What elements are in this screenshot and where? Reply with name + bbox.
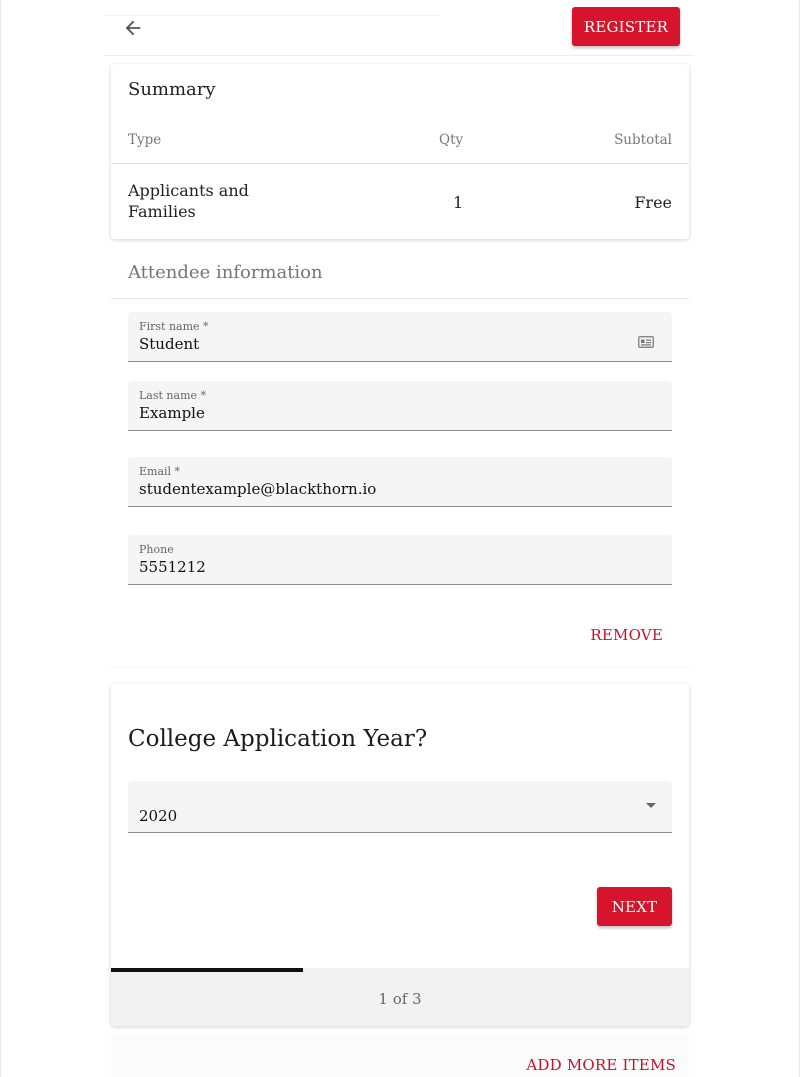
- last-name-label: Last name *: [139, 389, 207, 402]
- column-qty: Qty: [439, 132, 464, 148]
- register-button[interactable]: REGISTER: [572, 7, 680, 46]
- email-field[interactable]: [128, 457, 672, 507]
- summary-header-row: [111, 124, 689, 164]
- summary-item-row: [111, 164, 689, 239]
- first-name-field[interactable]: [128, 312, 672, 362]
- caret-down-icon: [646, 803, 656, 808]
- summary-card: [111, 64, 689, 239]
- attendee-section: [111, 246, 689, 666]
- question-title: College Application Year?: [128, 726, 428, 752]
- contact-card-icon[interactable]: [638, 336, 654, 348]
- phone-field[interactable]: [128, 535, 672, 585]
- top-bar-divider: [104, 15, 439, 16]
- phone-label: Phone: [139, 543, 174, 556]
- question-card: [111, 684, 689, 1026]
- pager-indicator: 1 of 3: [111, 972, 689, 1026]
- attendee-divider: [111, 298, 689, 299]
- last-name-field[interactable]: [128, 381, 672, 431]
- application-year-select[interactable]: [128, 781, 672, 833]
- item-qty: 1: [453, 193, 464, 212]
- email-value[interactable]: studentexample@blackthorn.io: [139, 480, 377, 498]
- add-more-items-button[interactable]: ADD MORE ITEMS: [526, 1056, 676, 1074]
- arrow-left-icon: [122, 17, 144, 39]
- back-button[interactable]: [120, 16, 146, 40]
- phone-value[interactable]: 5551212: [139, 558, 206, 576]
- column-subtotal: Subtotal: [614, 132, 672, 148]
- frame-edge-left: [0, 0, 1, 1077]
- column-type: Type: [128, 132, 162, 148]
- summary-title: Summary: [128, 79, 216, 100]
- remove-button[interactable]: REMOVE: [590, 626, 663, 644]
- item-subtotal: Free: [634, 193, 672, 212]
- email-label: Email *: [139, 465, 181, 478]
- item-type: Applicants and Families: [128, 181, 249, 221]
- attendee-title: Attendee information: [128, 262, 323, 283]
- last-name-value[interactable]: Example: [139, 404, 205, 422]
- application-year-value: 2020: [139, 807, 178, 825]
- first-name-value[interactable]: Student: [139, 335, 200, 353]
- next-button[interactable]: NEXT: [597, 887, 672, 926]
- first-name-label: First name *: [139, 320, 209, 333]
